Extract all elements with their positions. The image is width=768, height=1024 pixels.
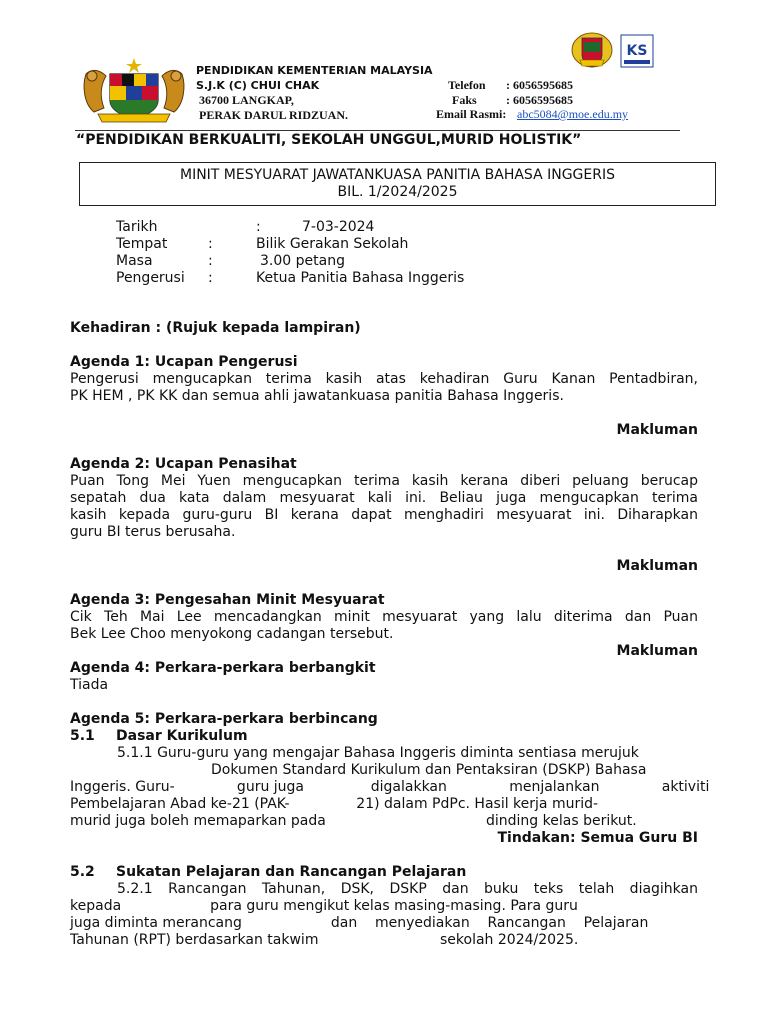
agenda-2-line-3: kasih kepada guru-guru BI kerana dapat menghadiri mesyuarat ini. Diharapkan — [70, 507, 698, 523]
attendance-heading: Kehadiran : (Rujuk kepada lampiran) — [70, 320, 361, 336]
address-line-2: PERAK DARUL RIDZUAN. — [199, 107, 349, 122]
minutes-title-box — [79, 162, 716, 206]
item-5-1-1-line-1: 5.1.1 Guru-guru yang mengajar Bahasa Inggeris diminta sentiasa merujuk — [117, 745, 639, 761]
agenda-2-line-1: Puan Tong Mei Yuen mengucapkan terima kasih kerana diberi peluang berucap — [70, 473, 698, 489]
agenda-3-line-1: Cik Teh Mai Lee mencadangkan minit mesyuarat yang lalu diterima dan Puan — [70, 609, 698, 625]
date-value: 7-03-2024 — [302, 219, 375, 235]
svg-text:KS: KS — [626, 43, 648, 59]
agenda-4-line-1: Tiada — [70, 677, 109, 693]
agenda-5-title: Agenda 5: Perkara-perkara berbincang — [70, 711, 378, 727]
chair-sep: : — [208, 270, 213, 286]
venue-value: Bilik Gerakan Sekolah — [256, 236, 409, 252]
venue-label: Tempat — [116, 236, 168, 252]
telephone-label: Telefon — [448, 78, 486, 92]
item-5-1-1-line-5 — [70, 813, 698, 830]
meeting-info — [116, 219, 616, 287]
minutes-title: MINIT MESYUARAT JAWATANKUASA PANITIA BAHASA INGGERIS — [179, 167, 615, 183]
telephone-row — [436, 78, 686, 93]
agenda-5 — [70, 711, 710, 949]
agenda-2-title: Agenda 2: Ucapan Penasihat — [70, 456, 297, 472]
chair-label: Pengerusi — [116, 270, 185, 286]
agenda-2-line-4: guru BI terus berusaha. — [70, 524, 236, 540]
agenda-4 — [70, 660, 698, 694]
item-5-1-1-line-2: Dokumen Standard Kurikulum dan Pentaksiran (DSKP) Bahasa — [211, 762, 647, 778]
item-5-1-1-line-5b: dinding kelas berikut. — [486, 813, 637, 829]
agenda-1-line-2: PK HEM , PK KK dan semua ahli jawatankuasa panitia Bahasa Inggeris. — [70, 388, 564, 404]
contact-block — [436, 78, 686, 122]
minutes-number: BIL. 1/2024/2025 — [337, 184, 458, 200]
agenda-3 — [70, 592, 698, 660]
agenda-1 — [70, 354, 698, 439]
section-5-1-title: Dasar Kurikulum — [116, 728, 248, 744]
item-5-2-1-line-3: juga diminta merancang dan menyediakan Rancangan Pelajaran — [70, 915, 649, 931]
agenda-3-action: Makluman — [616, 643, 698, 659]
fax-label: Faks — [452, 92, 477, 107]
info-row-venue — [116, 236, 616, 253]
email-row — [436, 107, 686, 122]
item-5-1-1-line-5a: murid juga boleh memaparkan pada — [70, 813, 326, 829]
date-sep: : — [256, 219, 261, 235]
agenda-1-action: Makluman — [616, 422, 698, 438]
email-label: Email Rasmi: — [436, 107, 507, 121]
address-line-1: 36700 LANGKAP, — [199, 93, 294, 107]
section-5-2-heading — [70, 864, 698, 881]
section-5-2-number: 5.2 — [70, 864, 95, 880]
item-5-2-1-line-4b: sekolah 2024/2025. — [440, 932, 579, 948]
item-5-2-1-line-2: kepada para guru mengikut kelas masing-masing. Para guru — [70, 898, 578, 914]
school-name: S.J.K (C) CHUI CHAK — [196, 78, 320, 92]
item-5-1-1-line-4: Pembelajaran Abad ke-21 (PAK- 21) dalam PdPc. Hasil kerja murid- — [70, 796, 599, 812]
email-link[interactable]: abc5084@moe.edu.my — [517, 107, 629, 121]
ministry-crest-logo — [80, 56, 188, 126]
district-logo — [620, 34, 654, 68]
time-sep: : — [208, 253, 213, 269]
fax-row — [436, 93, 686, 108]
chair-value: Ketua Panitia Bahasa Inggeris — [256, 270, 465, 286]
agenda-2-action: Makluman — [616, 558, 698, 574]
agenda-2 — [70, 456, 698, 575]
item-5-2-1-line-1: 5.2.1 Rancangan Tahunan, DSK, DSKP dan buku teks telah diagihkan — [117, 881, 698, 897]
info-row-time — [116, 253, 616, 270]
section-5-1-number: 5.1 — [70, 728, 95, 744]
ministry-name: PENDIDIKAN KEMENTERIAN MALAYSIA — [196, 64, 433, 77]
agenda-2-line-2: sepatah dua kata dalam mesyuarat kali ini. Beliau juga mengucapkan terima — [70, 490, 698, 506]
school-motto: “PENDIDIKAN BERKUALITI, SEKOLAH UNGGUL,MURID HOLISTIK” — [76, 132, 582, 148]
time-label: Masa — [116, 253, 153, 269]
item-5-1-1-line-3: Inggeris. Guru- guru juga digalakkan menjalankan aktiviti — [70, 779, 710, 795]
section-5-2-title: Sukatan Pelajaran dan Rancangan Pelajaran — [116, 864, 467, 880]
section-5-1-heading — [70, 728, 698, 745]
item-5-2-1-line-4 — [70, 932, 698, 949]
item-5-1-1-action: Tindakan: Semua Guru BI — [497, 830, 698, 846]
venue-sep: : — [208, 236, 213, 252]
info-row-chair — [116, 270, 616, 287]
info-row-date — [116, 219, 616, 236]
fax-value: : 6056595685 — [506, 92, 573, 107]
time-value: 3.00 petang — [260, 253, 345, 269]
school-badge-logo — [570, 30, 614, 72]
telephone-value: : 6056595685 — [506, 78, 573, 92]
school-name-block — [196, 64, 436, 122]
item-5-2-1-line-4a: Tahunan (RPT) berdasarkan takwim — [70, 932, 319, 948]
agenda-1-line-1: Pengerusi mengucapkan terima kasih atas kehadiran Guru Kanan Pentadbiran, — [70, 371, 698, 387]
agenda-3-title: Agenda 3: Pengesahan Minit Mesyuarat — [70, 592, 385, 608]
agenda-1-title: Agenda 1: Ucapan Pengerusi — [70, 354, 298, 370]
agenda-3-line-2: Bek Lee Choo menyokong cadangan tersebut. — [70, 626, 394, 642]
date-label: Tarikh — [116, 219, 158, 235]
agenda-4-title: Agenda 4: Perkara-perkara berbangkit — [70, 660, 376, 676]
